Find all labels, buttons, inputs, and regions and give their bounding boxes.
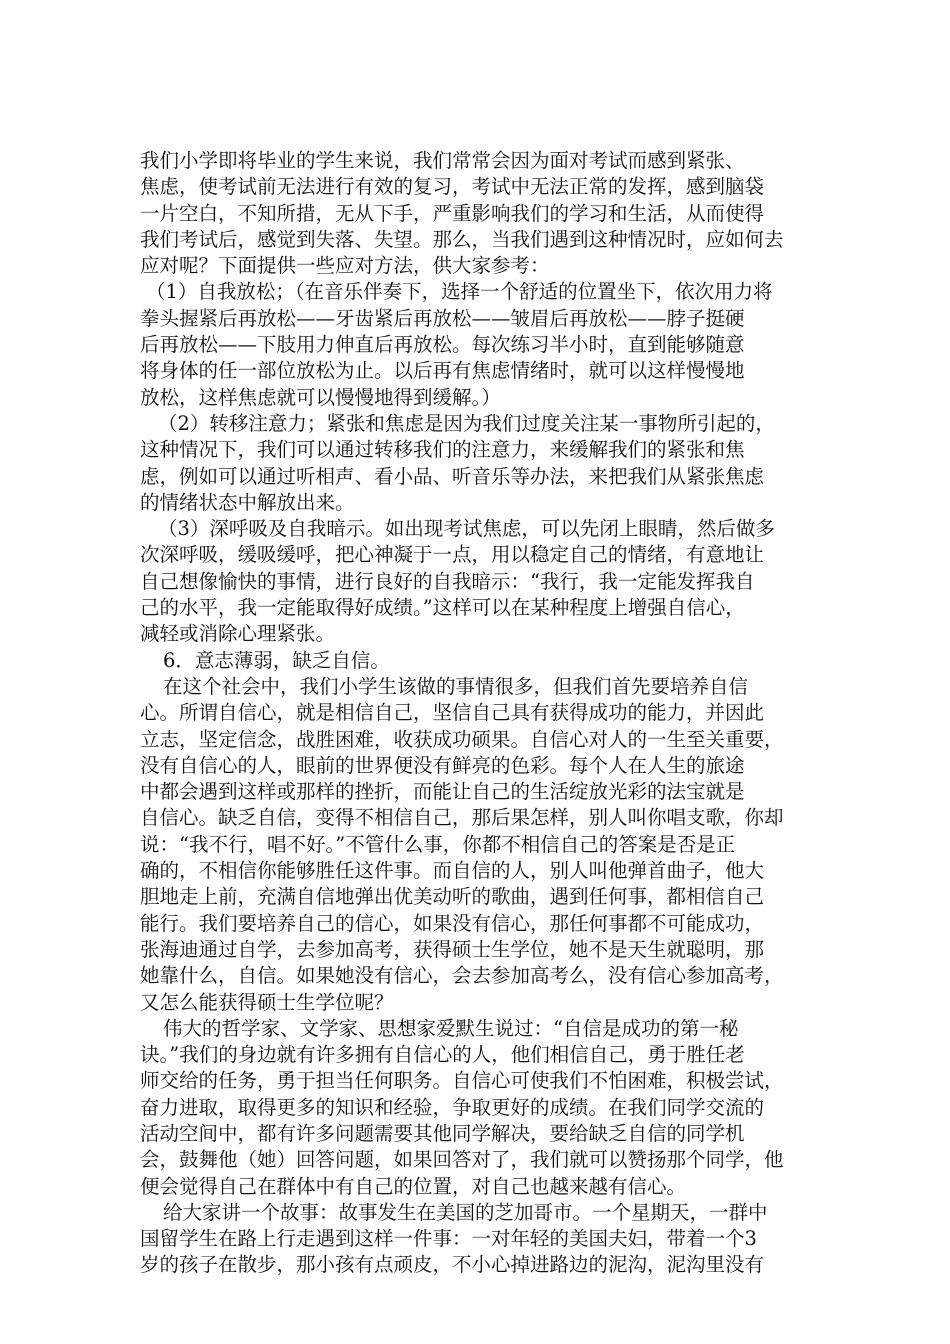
text-line: 奋力进取，取得更多的知识和经验，争取更好的成绩。在我们同学交流的 [140,1095,765,1119]
text-line: 我们小学即将毕业的学生来说，我们常常会因为面对考试而感到紧张、 [140,149,745,172]
text-line: 岁的孩子在散步，那小孩有点顽皮，不小心掉进路边的泥沟，泥沟里没有 [140,1253,765,1277]
text-line: 国留学生在路上行走遇到这样一件事：一对年轻的美国夫妇，带着一个3 [140,1227,757,1251]
text-line: 己的水平，我一定能取得好成绩。”这样可以在某种程度上增强自信心， [140,596,745,620]
text-line: 拳头握紧后再放松——牙齿紧后再放松——皱眉后再放松——脖子挺硬 [140,306,745,330]
text-line: 次深呼吸，缓吸缓呼，把心神凝于一点，用以稳定自己的情绪，有意地让 [140,543,765,567]
text-line: 应对呢？下面提供一些应对方法，供大家参考： [140,254,550,278]
text-line: 她靠什么，自信。如果她没有信心，会去参加高考么，没有信心参加高考， [140,964,784,988]
text-line: 诀。”我们的身边就有许多拥有自信心的人，他们相信自己，勇于胜任老 [140,1043,745,1067]
section-heading: 6．意志薄弱，缺乏自信。 [163,648,390,672]
text-line: 将身体的任一部位放松为止。以后再有焦虑情绪时，就可以这样慢慢地 [140,359,745,383]
text-line: 中都会遇到这样或那样的挫折，而能让自己的生活绽放光彩的法宝就是 [140,780,745,804]
text-line: 我们考试后，感觉到失落、失望。那么，当我们遇到这种情况时，应如何去 [140,227,784,251]
text-line: 的情绪状态中解放出来。 [140,490,355,514]
text-line: 一片空白，不知所措，无从下手，严重影响我们的学习和生活，从而使得 [140,201,765,225]
text-line: 后再放松——下肢用力伸直后再放松。每次练习半小时，直到能够随意 [140,333,745,357]
text-line: 虑，例如可以通过听相声、看小品、听音乐等办法，来把我们从紧张焦虑 [140,464,765,488]
text-line: 会，鼓舞他（她）回答问题，如果回答对了，我们就可以赞扬那个同学，他 [140,1148,784,1172]
text-line: 便会觉得自己在群体中有自己的位置，对自己也越来越有信心。 [140,1174,687,1198]
text-line: 心。所谓自信心，就是相信自己，坚信自己具有获得成功的能力，并因此 [140,701,765,725]
text-line: 确的，不相信你能够胜任这件事。而自信的人，别人叫他弹首曲子，他大 [140,859,765,883]
text-line: 放松，这样焦虑就可以慢慢地得到缓解。） [140,385,501,409]
text-line: 没有自信心的人，眼前的世界便没有鲜亮的色彩。每个人在人生的旅途 [140,753,745,777]
text-line: 师交给的任务，勇于担当任何职务。自信心可使我们不怕困难，积极尝试， [140,1069,784,1093]
document-body [140,148,835,1279]
text-line: 在这个社会中，我们小学生该做的事情很多，但我们首先要培养自信 [163,674,749,698]
text-line: 给大家讲一个故事：故事发生在美国的芝加哥市。一个星期天，一群中 [163,1200,768,1224]
text-line: （1）自我放松；（在音乐伴奏下，选择一个舒适的位置坐下，依次用力将 [146,280,773,304]
text-line: 焦虑，使考试前无法进行有效的复习，考试中无法正常的发挥，感到脑袋 [140,175,765,199]
text-line: （3）深呼吸及自我暗示。如出现考试焦虑，可以先闭上眼睛，然后做多 [158,517,775,541]
text-line: （2）转移注意力；紧张和焦虑是因为我们过度关注某一事物所引起的， [158,411,775,435]
text-line: 能行。我们要培养自己的信心，如果没有信心，那任何事都不可能成功， [140,911,765,935]
text-line: 减轻或消除心理紧张。 [140,622,336,646]
text-line: 伟大的哲学家、文学家、思想家爱默生说过：“自信是成功的第一秘 [163,1016,739,1040]
text-line: 又怎么能获得硕士生学位呢？ [140,990,394,1014]
text-line: 张海迪通过自学，去参加高考，获得硕士生学位，她不是天生就聪明，那 [140,937,765,961]
text-line: 活动空间中，都有许多问题需要其他同学解决，要给缺乏自信的同学机 [140,1121,745,1145]
text-line: 自信心。缺乏自信，变得不相信自己，那后果怎样，别人叫你唱支歌，你却 [140,806,784,830]
text-line: 说：“我不行，唱不好。”不管什么事，你都不相信自己的答案是否是正 [140,832,736,856]
text-line: 胆地走上前，充满自信地弹出优美动听的歌曲，遇到任何事，都相信自己 [140,885,765,909]
text-line: 自己想像愉快的事情，进行良好的自我暗示：“我行，我一定能发挥我自 [140,569,755,593]
text-line: 这种情况下，我们可以通过转移我们的注意力，来缓解我们的紧张和焦 [140,438,745,462]
text-line: 立志，坚定信念，战胜困难，收获成功硕果。自信心对人的一生至关重要， [140,727,784,751]
